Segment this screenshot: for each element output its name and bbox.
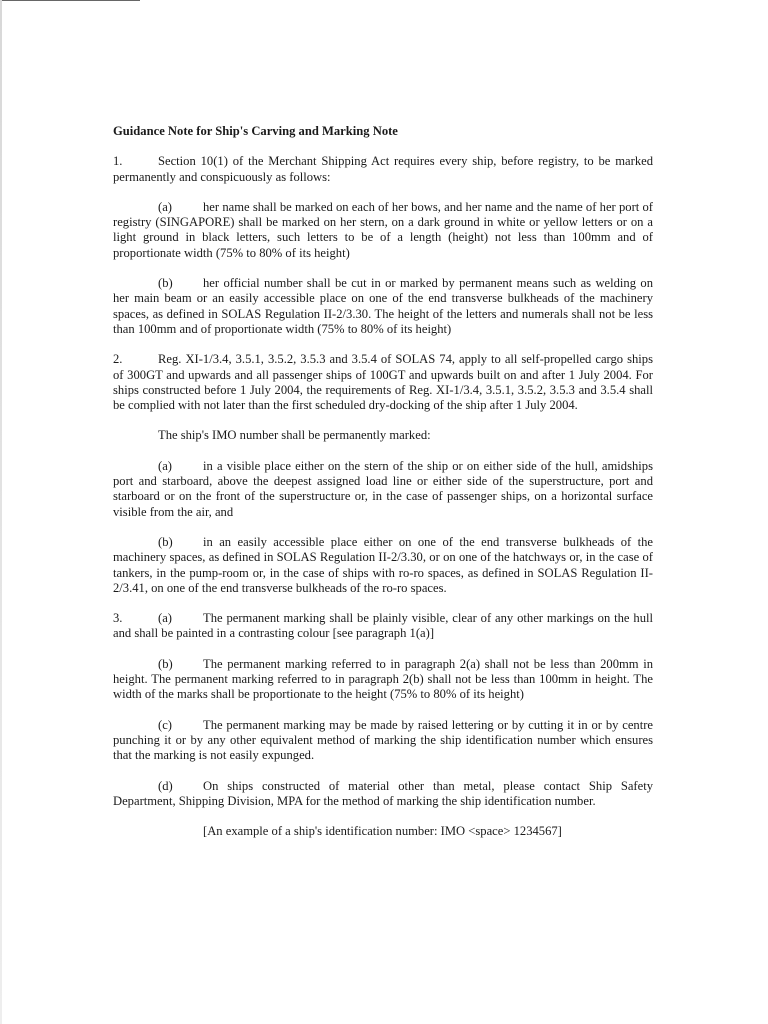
- document-page: [113, 124, 653, 854]
- paragraph-number: 2.: [113, 352, 123, 367]
- item-text: The permanent marking shall be plainly visible, clear of any other markings on the hull and shall be painted in a contrasting colour [see paragraph 1(a)]: [113, 611, 653, 641]
- item-text: The permanent marking may be made by raised lettering or by cutting it in or by centre punching it or by any other equivalent method of marking the ship identification number which ensures that the marking is not easily expunged.: [113, 717, 653, 763]
- item-text: On ships constructed of material other than metal, please contact Ship Safety Department, Shipping Division, MPA for the method of marking the ship identification number.: [113, 778, 653, 808]
- paragraph-1b: [113, 276, 653, 337]
- paragraph-text: Reg. XI-1/3.4, 3.5.1, 3.5.2, 3.5.3 and 3.5.4 of SOLAS 74, apply to all self-propelled cargo ships of 300GT and upwards and all passenger ships of 100GT and upwards built on and after 1 July 2004. For ships constructed before 1 July 2004, the requirements of Reg. XI-1/3.4, 3.5.1, 3.5.2, 3.5.3 and 3.5.4 shall be complied with not later than the first scheduled dry-docking of the ship after 1 July 2004.: [113, 352, 653, 413]
- item-text: her name shall be marked on each of her bows, and her name and the name of her port of registry (SINGAPORE) shall be marked on her stern, on a dark ground in white or yellow letters or on a light ground in black letters, such letters to be of a length (height) not less than 100mm and of proportionate width (75% to 80% of its height): [113, 199, 653, 260]
- scan-edge-line: [0, 0, 140, 1]
- scan-left-edge: [0, 0, 2, 1024]
- example-note: [An example of a ship's identification number: IMO <space> 1234567]: [203, 824, 562, 839]
- paragraph-text: Section 10(1) of the Merchant Shipping Act requires every ship, before registry, to be marked permanently and conspicuously as follows:: [113, 154, 653, 184]
- paragraph-2: [113, 352, 653, 413]
- paragraph-3d: [113, 779, 653, 810]
- item-label: (a): [158, 458, 172, 473]
- item-label: (b): [158, 534, 173, 549]
- item-text: in a visible place either on the stern of the ship or on either side of the hull, amidships port and starboard, above the deepest assigned load line or either side of the superstructure, port and starboard or on the front of the superstructure or, in the case of passenger ships, on a horizontal surface visible from the air, and: [113, 458, 653, 519]
- item-label: (a): [158, 611, 172, 626]
- item-text: her official number shall be cut in or marked by permanent means such as welding on her main beam or an easily accessible place on one of the end transverse bulkheads of the machinery spaces, as defined in SOLAS Regulation II-2/3.30. The height of the letters and numerals shall not be less than 100mm and of proportionate width (75% to 80% of its height): [113, 276, 653, 336]
- item-label: (b): [158, 656, 173, 671]
- item-label: (c): [158, 717, 172, 732]
- paragraph-number: 3.: [113, 611, 123, 626]
- document-title: Guidance Note for Ship's Carving and Marking Note: [113, 124, 398, 138]
- paragraph-1: [113, 154, 653, 185]
- paragraph-3b: [113, 657, 653, 703]
- paragraph-1a: [113, 200, 653, 261]
- paragraph-3c: [113, 718, 653, 764]
- paragraph-2b: [113, 535, 653, 596]
- paragraph-2a: [113, 459, 653, 520]
- paragraph-number: 1.: [113, 154, 123, 169]
- item-label: (d): [158, 778, 173, 793]
- item-text: in an easily accessible place either on one of the end transverse bulkheads of the machinery spaces, as defined in SOLAS Regulation II-2/3.30, or on one of the hatchways or, in the case of tankers, in the pump-room or, in the case of ships with ro-ro spaces, as defined in SOLAS Regulation II-2/3.41, on one of the end transverse bulkheads of the ro-ro spaces.: [113, 534, 653, 595]
- item-label: (b): [158, 276, 173, 291]
- paragraph-3a: [113, 611, 653, 642]
- item-text: The permanent marking referred to in paragraph 2(a) shall not be less than 200mm in height. The permanent marking referred to in paragraph 2(b) shall not be less than 100mm in height. The width of the marks shall be proportionate to the height (75% to 80% of its height): [113, 656, 653, 702]
- paragraph-2-intro: The ship's IMO number shall be permanently marked:: [158, 428, 431, 443]
- item-label: (a): [158, 199, 172, 214]
